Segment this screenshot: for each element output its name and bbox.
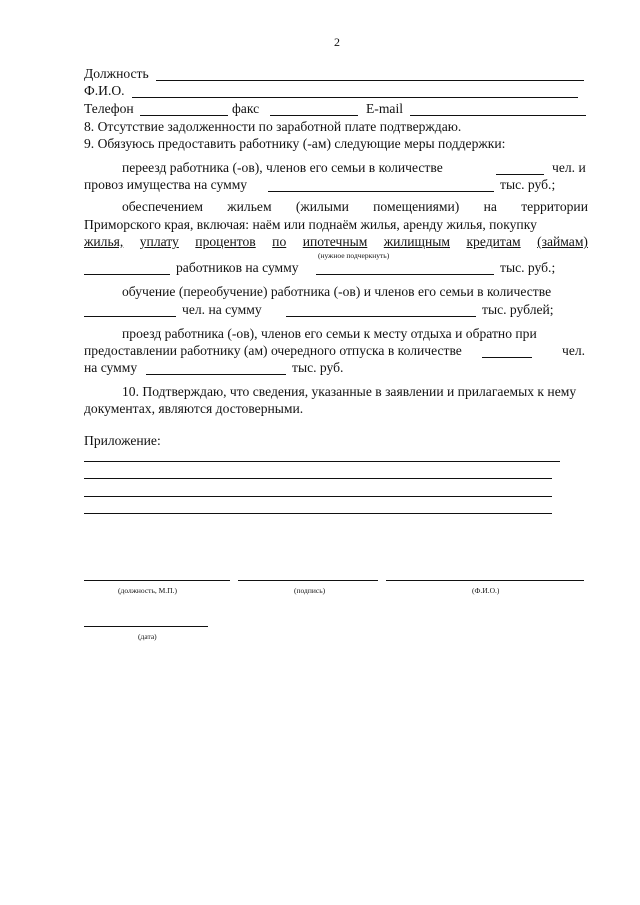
fax-field[interactable]: [270, 115, 358, 116]
housing-word: помещениями): [373, 199, 460, 214]
date-line[interactable]: [84, 626, 208, 627]
housing-word: (займам): [537, 234, 588, 249]
travel-sum-field[interactable]: [146, 374, 286, 375]
item-10-line-1: 10. Подтверждаю, что сведения, указанные в заявлении и прилагаемых к нему: [122, 384, 577, 399]
fio-field[interactable]: [132, 97, 578, 98]
attachment-line[interactable]: [84, 461, 560, 462]
page-number: 2: [334, 35, 340, 49]
housing-word: уплату: [139, 234, 179, 249]
attachment-line[interactable]: [84, 513, 552, 514]
fio-caption: (Ф.И.О.): [472, 586, 500, 595]
email-field[interactable]: [410, 115, 586, 116]
fio-label: Ф.И.О.: [84, 83, 125, 98]
housing-word: по: [272, 234, 287, 249]
travel-line-1: проезд работника (-ов), членов его семьи к месту отдыха и обратно при: [122, 326, 537, 341]
housing-sum-field[interactable]: [316, 274, 494, 275]
housing-word: на: [483, 199, 497, 214]
housing-line-4: работников на сумму: [176, 260, 299, 275]
attachment-line[interactable]: [84, 496, 552, 497]
position-field[interactable]: [156, 80, 584, 81]
signature-caption: (подпись): [294, 586, 326, 595]
travel-sum-unit: тыс. руб.: [292, 360, 344, 375]
housing-word: ипотечным: [302, 234, 368, 249]
relocation-sum-unit: тыс. руб.;: [500, 177, 556, 192]
phone-label: Телефон: [84, 101, 134, 116]
housing-word: жильем: [227, 199, 272, 214]
fax-label: факс: [232, 101, 260, 116]
date-caption: (дата): [138, 632, 157, 641]
item-10-line-2: документах, являются достоверными.: [84, 401, 304, 416]
relocation-line-2: провоз имущества на сумму: [84, 177, 248, 192]
signature-position-line[interactable]: [84, 580, 230, 581]
position-label: Должность: [84, 66, 149, 81]
training-count-field[interactable]: [84, 316, 176, 317]
position-caption: (должность, М.П.): [118, 586, 177, 595]
signature-line[interactable]: [238, 580, 378, 581]
underline-note: (нужное подчеркнуть): [318, 251, 390, 260]
housing-word: кредитам: [466, 234, 521, 249]
item-9: 9. Обязуюсь предоставить работнику (-ам) следующие меры поддержки:: [84, 136, 506, 151]
training-line-2: чел. на сумму: [182, 302, 262, 317]
training-line-1: обучение (переобучение) работника (-ов) и членов его семьи в количестве: [122, 284, 552, 299]
housing-word: жилья,: [84, 234, 124, 249]
housing-line-1: [122, 199, 588, 215]
housing-line-2: Приморского края, включая: наём или поднаём жилья, аренду жилья, покупку: [84, 217, 537, 232]
housing-sum-unit: тыс. руб.;: [500, 260, 556, 275]
housing-word: обеспечением: [122, 199, 203, 214]
relocation-sum-field[interactable]: [268, 191, 494, 192]
housing-word: территории: [521, 199, 588, 214]
training-sum-field[interactable]: [286, 316, 476, 317]
relocation-count-unit: чел. и: [552, 160, 586, 175]
housing-word: (жилыми: [295, 199, 349, 214]
travel-line-3: на сумму: [84, 360, 138, 375]
signature-fio-line[interactable]: [386, 580, 584, 581]
attachment-label: Приложение:: [84, 433, 161, 448]
phone-field[interactable]: [140, 115, 228, 116]
housing-line-3: [84, 234, 588, 250]
housing-word: жилищным: [383, 234, 450, 249]
attachment-line[interactable]: [84, 478, 552, 479]
email-label: E-mail: [366, 101, 403, 116]
travel-count-unit: чел.: [562, 343, 586, 358]
relocation-count-field[interactable]: [496, 174, 544, 175]
item-8: 8. Отсутствие задолженности по заработной плате подтверждаю.: [84, 119, 462, 134]
relocation-line-1: переезд работника (-ов), членов его семьи в количестве: [122, 160, 443, 175]
training-sum-unit: тыс. рублей;: [482, 302, 554, 317]
housing-word: процентов: [195, 234, 256, 249]
travel-line-2: предоставлении работнику (ам) очередного отпуска в количестве: [84, 343, 462, 358]
travel-count-field[interactable]: [482, 357, 532, 358]
housing-count-field[interactable]: [84, 274, 170, 275]
